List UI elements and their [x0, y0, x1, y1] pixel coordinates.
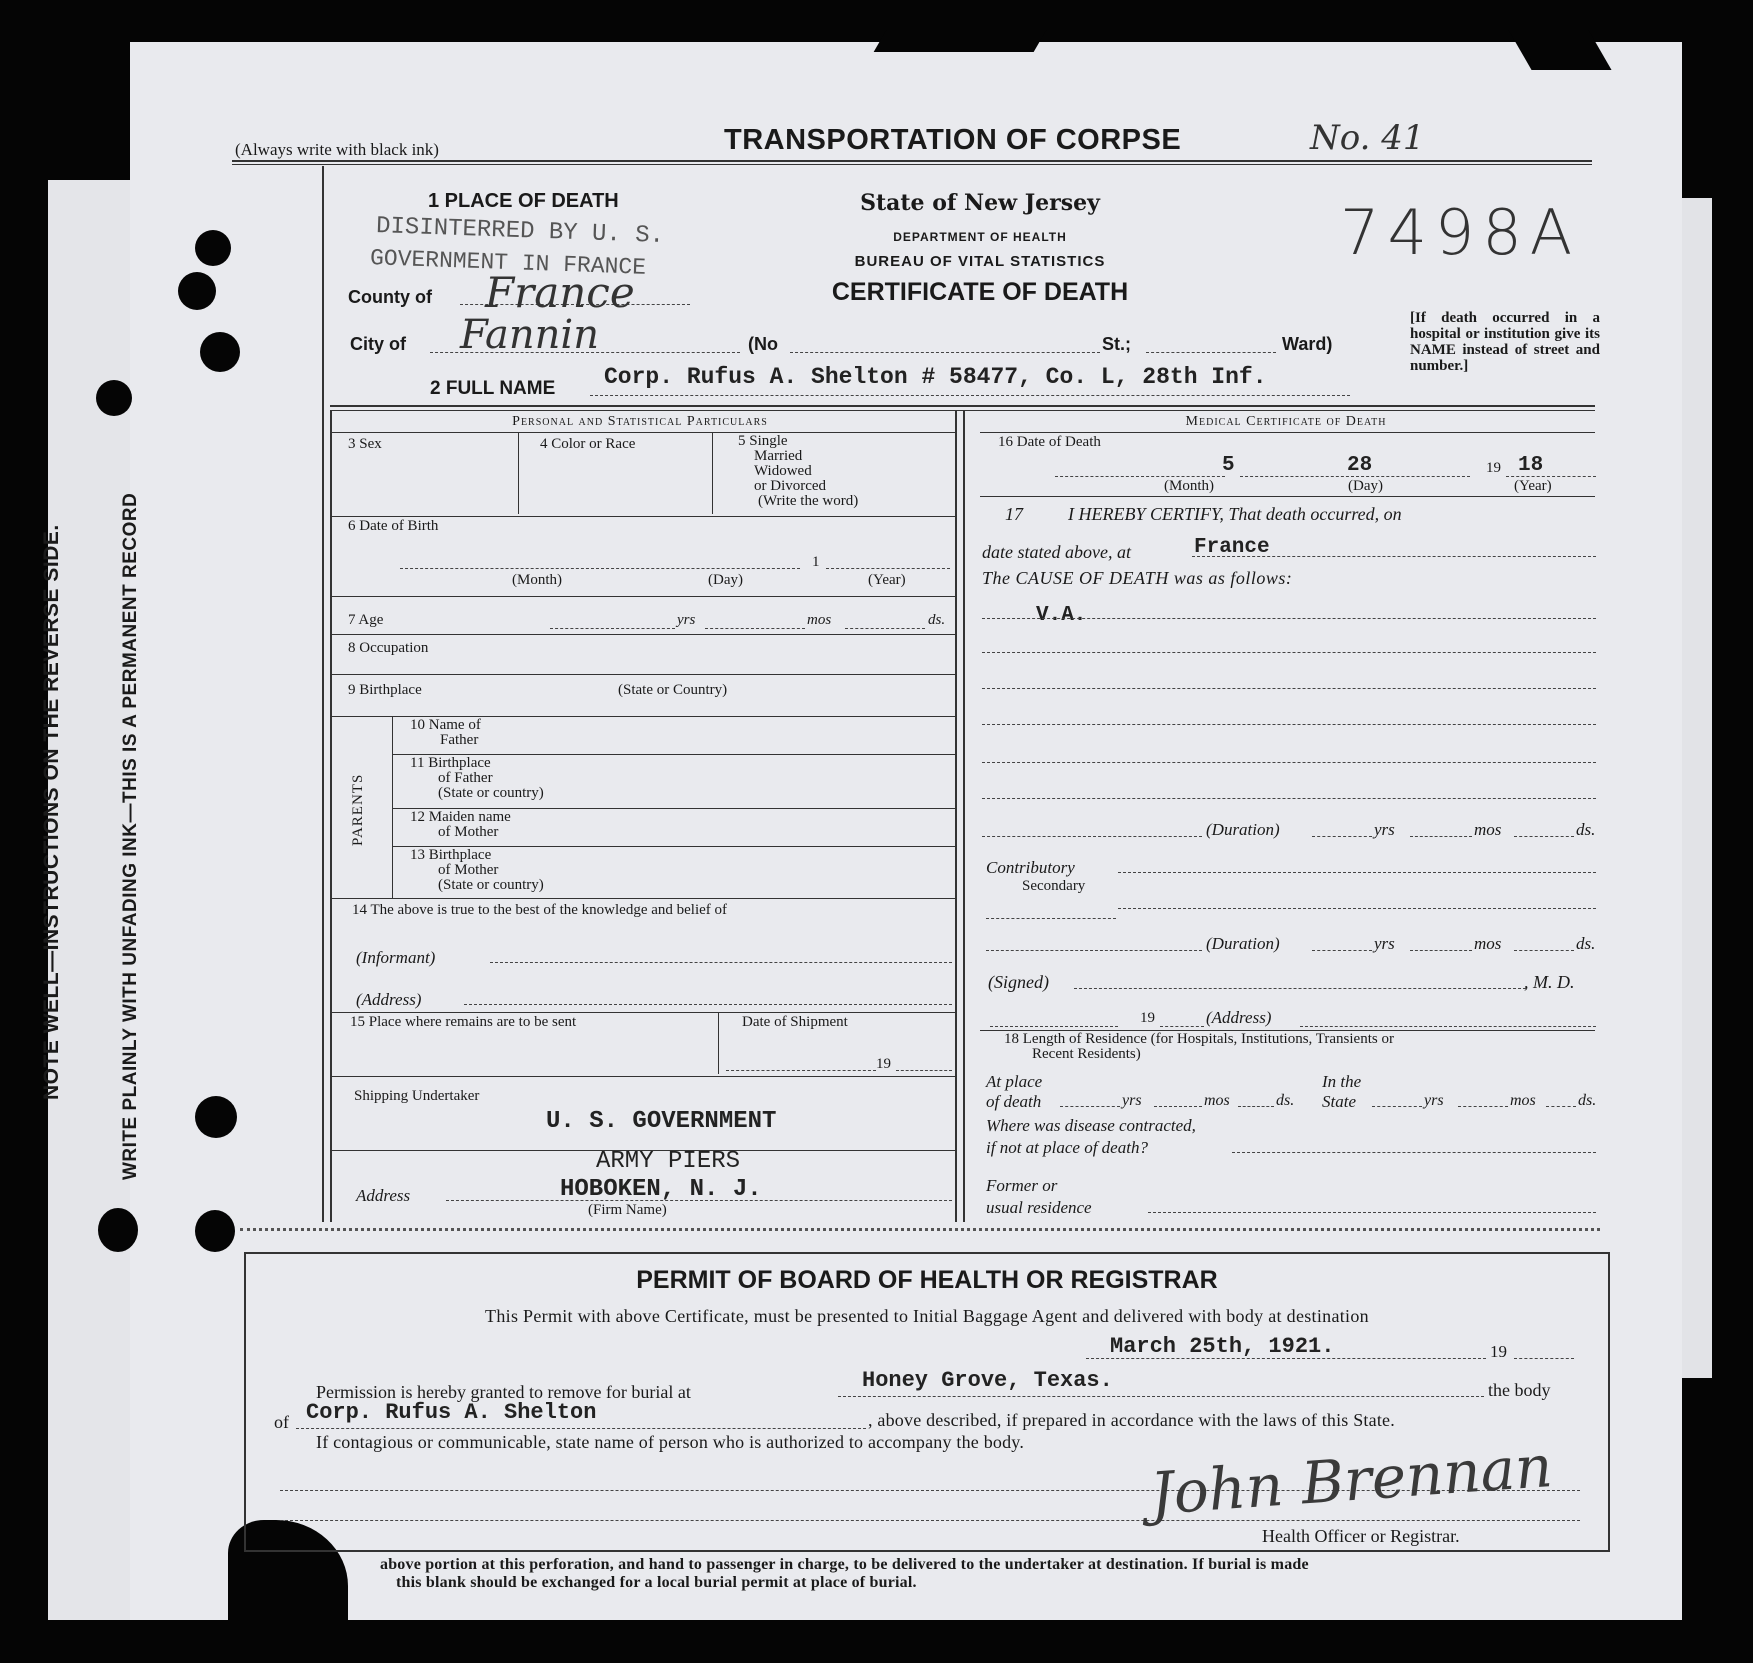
divider	[518, 432, 519, 514]
side-note-2: WRITE PLAINLY WITH UNFADING INK—THIS IS A PERMANENT RECORD	[120, 492, 141, 1180]
binder-hole	[195, 230, 231, 266]
contributory-label: Contributory	[986, 858, 1075, 877]
binder-hole	[96, 380, 132, 416]
duration-yrs-2: yrs	[1374, 934, 1395, 953]
contributory-line	[1118, 908, 1596, 909]
date-stated-label: date stated above, at	[982, 542, 1131, 562]
street-line	[1146, 352, 1276, 353]
permit-year-prefix: 19	[1490, 1342, 1507, 1361]
md-address-line	[1300, 1026, 1596, 1027]
duration-ds-line	[1514, 836, 1574, 837]
birthplace-caption: (State or Country)	[618, 682, 728, 698]
informant-address-label: (Address)	[356, 990, 422, 1009]
escort-line	[280, 1520, 1580, 1521]
signed-date-line	[990, 1026, 1118, 1027]
duration-mos-2: mos	[1474, 934, 1502, 953]
marital-widowed: Widowed	[754, 463, 812, 479]
personal-heading: Personal and Statistical Particulars	[512, 414, 768, 429]
divider	[712, 432, 713, 514]
parents-divider	[392, 716, 393, 898]
department: DEPARTMENT OF HEALTH	[893, 230, 1067, 244]
dod-year-caption: (Year)	[1514, 478, 1552, 494]
dob-year-caption: (Year)	[868, 572, 906, 588]
rule	[330, 898, 955, 899]
md-label: , M. D.	[1524, 972, 1575, 992]
described-statement: , above described, if prepared in accordance with the laws of this State.	[868, 1410, 1395, 1430]
marital-single: 5 Single	[738, 433, 788, 449]
age-line	[845, 628, 925, 629]
father-name-2: Father	[440, 732, 479, 748]
mid-col-border	[963, 410, 965, 1222]
occupation-label: 8 Occupation	[348, 640, 429, 656]
shipment-label: Date of Shipment	[742, 1014, 848, 1030]
footer-line-2: this blank should be exchanged for a local burial permit at place of burial.	[396, 1574, 917, 1591]
signed-line	[1074, 988, 1526, 989]
dod-month-caption: (Month)	[1164, 478, 1214, 494]
certificate-title: CERTIFICATE OF DEATH	[831, 278, 1129, 306]
the-body-label: the body	[1488, 1380, 1551, 1400]
mother-name-2: of Mother	[438, 824, 499, 840]
rule	[330, 596, 955, 597]
sex-label: 3 Sex	[348, 436, 382, 452]
divider	[718, 1012, 719, 1074]
cause-label: The CAUSE OF DEATH was as follows:	[982, 568, 1293, 588]
full-name-line	[590, 395, 1350, 396]
undertaker-address-line	[446, 1200, 952, 1201]
color-label: 4 Color or Race	[540, 436, 636, 452]
state-mos-line	[1458, 1106, 1508, 1107]
shipment-year-line	[896, 1070, 952, 1071]
at-place-yrs: yrs	[1122, 1092, 1142, 1109]
side-note-1: NOTE WELL—INSTRUCTIONS ON THE REVERSE SIDE.	[40, 524, 63, 1100]
dob-label: 6 Date of Birth	[348, 518, 439, 534]
bureau: BUREAU OF VITAL STATISTICS	[854, 253, 1106, 270]
marital-married: Married	[754, 448, 803, 464]
signed-year-prefix: 19	[1140, 1010, 1155, 1026]
residence-line	[1148, 1212, 1596, 1213]
mother-bp-1: 13 Birthplace	[410, 847, 492, 863]
dod-day-caption: (Day)	[1348, 478, 1383, 494]
age-line	[550, 628, 675, 629]
dod-month-value: 5	[1222, 454, 1235, 477]
at-place-mos-line	[1154, 1106, 1202, 1107]
residence-label	[1004, 1032, 1394, 1062]
state-yrs-line	[1372, 1106, 1422, 1107]
registrar-signature: John Brennan	[1148, 1432, 1555, 1528]
in-the-label: In the	[1322, 1072, 1362, 1091]
duration-label-2: (Duration)	[1206, 934, 1280, 953]
form-border	[322, 166, 324, 1222]
disinterred-stamp: DISINTERRED BY U. S.	[375, 212, 665, 251]
dob-line	[400, 568, 800, 569]
hospital-note: [If death occurred in a hospital or institution give its NAME instead of street and number.]	[1410, 310, 1600, 374]
full-name-value: Corp. Rufus A. Shelton # 58477, Co. L, 28th Inf.	[604, 364, 1267, 390]
certify-statement: 17 I HEREBY CERTIFY, That death occurred, on	[1005, 504, 1402, 524]
dob-year-prefix: 1	[812, 554, 820, 570]
ward-label: Ward)	[1282, 334, 1333, 354]
secondary-label: Secondary	[1022, 878, 1086, 894]
form-title: TRANSPORTATION OF CORPSE	[724, 124, 1182, 156]
rule	[980, 496, 1595, 497]
where-contracted-label: Where was disease contracted,	[986, 1116, 1196, 1135]
contagious-statement: If contagious or communicable, state name of person who is authorized to accompany the body.	[316, 1432, 1025, 1452]
dod-day-value: 28	[1347, 454, 1373, 477]
duration-yrs-line-2	[1312, 950, 1372, 951]
shipment-year-prefix: 19	[876, 1056, 891, 1072]
undertaker-address-label: Address	[356, 1186, 411, 1205]
contributory-line	[1118, 872, 1596, 873]
deceased-name: Corp. Rufus A. Shelton	[306, 1400, 597, 1425]
binder-hole	[178, 272, 216, 310]
age-mos: mos	[807, 612, 832, 628]
duration-mos-line	[1410, 836, 1472, 837]
duration-ds-line-2	[1514, 950, 1574, 951]
burial-place-value: Honey Grove, Texas.	[862, 1368, 1113, 1393]
form-number: No. 41	[1310, 118, 1425, 158]
shipment-line	[726, 1070, 876, 1071]
marital-divorced: or Divorced	[754, 478, 827, 494]
rule	[330, 674, 955, 675]
cause-line	[982, 762, 1596, 763]
of-death-label: of death	[986, 1092, 1042, 1111]
date-of-death-label: 16 Date of Death	[998, 434, 1101, 450]
father-name-1: 10 Name of	[410, 717, 481, 733]
at-place-ds-line	[1238, 1106, 1274, 1107]
mother-name-label	[410, 810, 511, 840]
residence-line2: Recent Residents)	[1032, 1046, 1141, 1062]
city-label: City of	[350, 334, 406, 354]
at-place-label: At place	[986, 1072, 1043, 1091]
rule	[330, 516, 955, 517]
mother-bp-2: of Mother	[438, 862, 499, 878]
county-label: County of	[348, 287, 432, 307]
dob-day-caption: (Day)	[708, 572, 743, 588]
duration-ds: ds.	[1576, 820, 1596, 839]
father-bp-3: (State or country)	[438, 785, 544, 801]
duration-yrs-line	[1312, 836, 1372, 837]
mother-name-1: 12 Maiden name	[410, 809, 511, 825]
at-place-yrs-line	[1060, 1106, 1120, 1107]
contributory-line	[986, 918, 1116, 919]
perforation-line	[240, 1228, 1600, 1231]
full-name-label: 2 FULL NAME	[430, 378, 556, 399]
state-ds-line	[1546, 1106, 1576, 1107]
burial-place-line	[838, 1396, 1484, 1397]
dod-year-prefix: 19	[1486, 460, 1501, 476]
informant-address-line	[464, 1004, 952, 1005]
marital-status	[738, 434, 858, 509]
md-address-label: (Address)	[1206, 1008, 1272, 1027]
place-line	[1192, 556, 1596, 557]
duration-mos-line-2	[1410, 950, 1472, 951]
torn-edge	[874, 30, 1047, 52]
parents-label: PARENTS	[350, 773, 366, 846]
header-rule	[232, 160, 1592, 162]
footer-line-1: above portion at this perforation, and hand to passenger in charge, to be delivered to the undertaker at destination. If burial is made	[380, 1556, 1309, 1573]
county-value: France	[485, 268, 635, 317]
left-col-border	[330, 410, 332, 1222]
residence-line1: 18 Length of Residence (for Hospitals, Institutions, Transients or	[1004, 1031, 1394, 1047]
permit-date: March 25th, 1921.	[1110, 1334, 1335, 1359]
dob-year-line	[826, 568, 950, 569]
permit-date-line	[1086, 1358, 1486, 1359]
certificate-number: 7498A	[1340, 196, 1581, 269]
permission-label: Permission is hereby granted to remove for burial at	[316, 1382, 691, 1402]
undertaker-label: Shipping Undertaker	[354, 1088, 480, 1104]
duration-line-2	[986, 950, 1202, 951]
father-name-label	[410, 718, 481, 748]
state-ds: ds.	[1578, 1092, 1597, 1109]
deceased-line	[296, 1428, 866, 1429]
duration-label: (Duration)	[1206, 820, 1280, 839]
rule	[330, 432, 955, 433]
side-note	[40, 524, 64, 1100]
mother-bp-3: (State or country)	[438, 877, 544, 893]
rule	[330, 1012, 955, 1013]
signed-year-line	[1160, 1026, 1204, 1027]
number-line	[790, 352, 1100, 353]
duration-ds-2: ds.	[1576, 934, 1596, 953]
state-mos: mos	[1510, 1092, 1536, 1109]
rule	[980, 432, 1595, 433]
informant-label: (Informant)	[356, 948, 436, 967]
permit-title: PERMIT OF BOARD OF HEALTH OR REGISTRAR	[636, 1266, 1218, 1294]
header-rule	[232, 164, 1592, 165]
dob-month-caption: (Month)	[512, 572, 562, 588]
duration-line	[982, 836, 1202, 837]
at-place-ds: ds.	[1276, 1092, 1295, 1109]
usual-residence-label: usual residence	[986, 1198, 1092, 1217]
cause-line	[982, 618, 1596, 619]
age-label: 7 Age	[348, 612, 384, 628]
father-bp-2: of Father	[438, 770, 493, 786]
cause-line	[982, 724, 1596, 725]
age-yrs: yrs	[677, 612, 696, 628]
street-label: St.;	[1102, 334, 1131, 354]
cause-line	[982, 652, 1596, 653]
rule	[330, 1076, 955, 1077]
birthplace-label: 9 Birthplace	[348, 682, 422, 698]
remains-label: 15 Place where remains are to be sent	[350, 1014, 577, 1030]
undertaker-line2: ARMY PIERS	[596, 1148, 741, 1175]
city-value: Fannin	[460, 312, 599, 358]
cause-value: V.A.	[1036, 604, 1087, 627]
signed-label: (Signed)	[988, 972, 1049, 992]
if-not-label: if not at place of death?	[986, 1138, 1148, 1157]
medical-heading: Medical Certificate of Death	[1185, 414, 1387, 429]
former-label: Former or	[986, 1176, 1058, 1195]
undertaker-city: HOBOKEN, N. J.	[560, 1176, 762, 1203]
place-value: France	[1194, 536, 1270, 559]
binder-hole	[195, 1210, 235, 1252]
binder-hole	[200, 332, 240, 372]
state-name: State of New Jersey	[860, 190, 1100, 216]
informant-line	[490, 962, 952, 963]
of-label: of	[274, 1412, 289, 1432]
father-birthplace-label	[410, 756, 544, 801]
father-bp-1: 11 Birthplace	[410, 755, 491, 771]
permit-year-line	[1514, 1358, 1574, 1359]
no-label: (No	[748, 334, 778, 354]
duration-yrs: yrs	[1374, 820, 1395, 839]
undertaker-name: U. S. GOVERNMENT	[546, 1108, 777, 1135]
left-col-border	[955, 410, 957, 1222]
state-yrs: yrs	[1424, 1092, 1444, 1109]
ink-note: (Always write with black ink)	[235, 140, 439, 159]
marital-instruction: (Write the word)	[758, 493, 859, 509]
officer-caption: Health Officer or Registrar.	[1262, 1526, 1460, 1546]
duration-mos: mos	[1474, 820, 1502, 839]
disinterred-stamp-2: GOVERNMENT IN FRANCE	[369, 245, 647, 281]
mother-birthplace-label	[410, 848, 544, 893]
dod-year-line	[1506, 476, 1596, 477]
dod-year-value: 18	[1518, 454, 1544, 477]
binder-hole	[98, 1208, 138, 1252]
dod-month-line	[1055, 476, 1225, 477]
section-rule	[330, 405, 1595, 407]
permit-instruction: This Permit with above Certificate, must be presented to Initial Baggage Agent and delivered with body at destination	[485, 1306, 1369, 1326]
cause-line	[982, 798, 1596, 799]
informant-statement: 14 The above is true to the best of the knowledge and belief of	[352, 902, 728, 918]
where-line	[1232, 1152, 1596, 1153]
at-place-mos: mos	[1204, 1092, 1230, 1109]
cause-line	[982, 688, 1596, 689]
binder-hole	[195, 1096, 237, 1138]
age-line	[705, 628, 805, 629]
firm-name-caption: (Firm Name)	[588, 1202, 667, 1218]
place-of-death-label: 1 PLACE OF DEATH	[428, 190, 619, 212]
age-ds: ds.	[928, 612, 946, 628]
state-label: State	[1322, 1092, 1356, 1111]
rule	[330, 634, 955, 635]
